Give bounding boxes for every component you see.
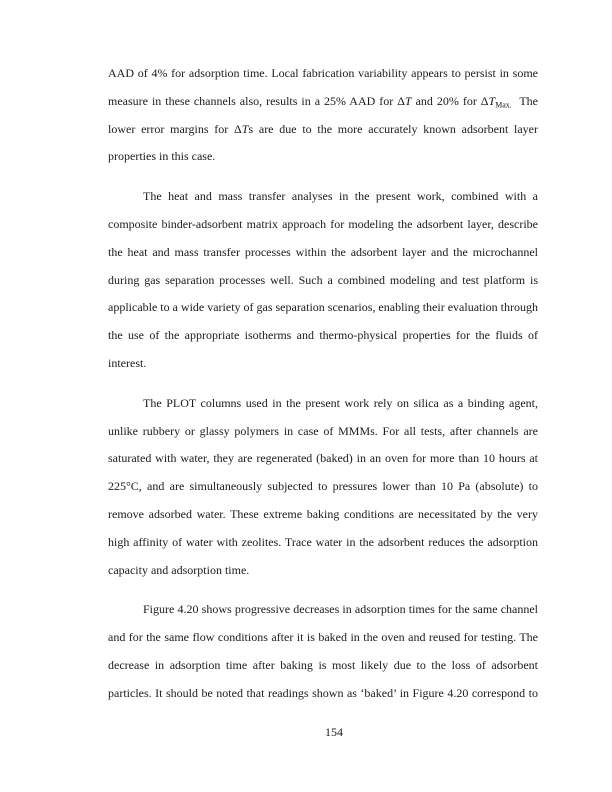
text-line	[108, 239, 538, 267]
text-line	[108, 143, 538, 171]
text-segment: Figure 4.20 shows progressive decreases in adsorption times for the same channel	[143, 602, 538, 617]
text-segment: unlike rubbery or glassy polymers in case of MMMs. For all tests, after channels are	[108, 423, 538, 438]
italic-text-segment: T	[241, 121, 249, 136]
text-line	[108, 596, 538, 624]
text-segment: the heat and mass transfer processes within the adsorbent layer and the microchannel	[108, 244, 538, 259]
paragraph	[108, 60, 538, 171]
text-segment: applicable to a wide variety of gas separation scenarios, enabling their evaluation through	[108, 300, 538, 315]
text-segment: The heat and mass transfer analyses in the present work, combined with a	[143, 189, 538, 204]
text-line	[108, 557, 538, 585]
text-line	[108, 390, 538, 418]
paragraph	[108, 390, 538, 585]
text-segment: capacity and adsorption time.	[108, 562, 250, 577]
text-segment: interest.	[108, 355, 147, 370]
text-segment: and for the same flow conditions after it is baked in the oven and reused for testing. The	[108, 630, 538, 645]
page-number: 154	[325, 725, 343, 739]
text-segment: 225°C, and are simultaneously subjected to pressures lower than 10 Pa (absolute) to	[108, 479, 538, 494]
text-segment: the use of the appropriate isotherms and thermo-physical properties for the fluids of	[108, 328, 538, 343]
text-segment: saturated with water, they are regenerated (baked) in an oven for more than 10 hours at	[108, 451, 538, 466]
text-segment: s are due to the more accurately known adsorbent layer	[248, 121, 538, 136]
text-line	[108, 116, 538, 144]
paragraph	[108, 596, 538, 707]
text-line	[108, 529, 538, 557]
text-segment: measure in these channels also, results in a 25% AAD for Δ	[108, 93, 405, 108]
text-segment: remove adsorbed water. These extreme baking conditions are necessitated by the very	[108, 506, 538, 521]
page-footer	[119, 725, 549, 739]
italic-text-segment: T	[404, 93, 412, 108]
text-segment: during gas separation processes well. Such a combined modeling and test platform is	[108, 272, 538, 287]
text-line	[108, 445, 538, 473]
subscript-text-segment: Max.	[495, 100, 512, 110]
text-segment: particles. It should be noted that readings shown as ‘baked’ in Figure 4.20 correspond to	[108, 685, 538, 700]
text-line	[108, 501, 538, 529]
text-segment: lower error margins for Δ	[108, 121, 242, 136]
paragraph	[108, 183, 538, 378]
text-line	[108, 88, 538, 116]
text-segment: The PLOT columns used in the present work rely on silica as a binding agent,	[143, 395, 538, 410]
text-segment: and 20% for Δ	[411, 93, 489, 108]
text-line	[108, 294, 538, 322]
text-segment: properties in this case.	[108, 149, 216, 164]
text-line	[108, 322, 538, 350]
text-line	[108, 418, 538, 446]
text-line	[108, 624, 538, 652]
text-line	[108, 183, 538, 211]
page-body	[108, 60, 538, 708]
text-line	[108, 350, 538, 378]
text-segment: The	[511, 93, 538, 108]
italic-text-segment: T	[488, 93, 496, 108]
text-line	[108, 267, 538, 295]
text-segment: composite binder-adsorbent matrix approach for modeling the adsorbent layer, describe	[108, 216, 538, 231]
text-line	[108, 652, 538, 680]
text-line	[108, 473, 538, 501]
text-segment: decrease in adsorption time after baking is most likely due to the loss of adsorbent	[108, 657, 538, 672]
text-segment: AAD of 4% for adsorption time. Local fabrication variability appears to persist in some	[108, 66, 538, 80]
text-line	[108, 680, 538, 708]
text-segment: high affinity of water with zeolites. Trace water in the adsorbent reduces the adsorption	[108, 534, 538, 549]
text-line	[108, 60, 538, 88]
text-line	[108, 211, 538, 239]
